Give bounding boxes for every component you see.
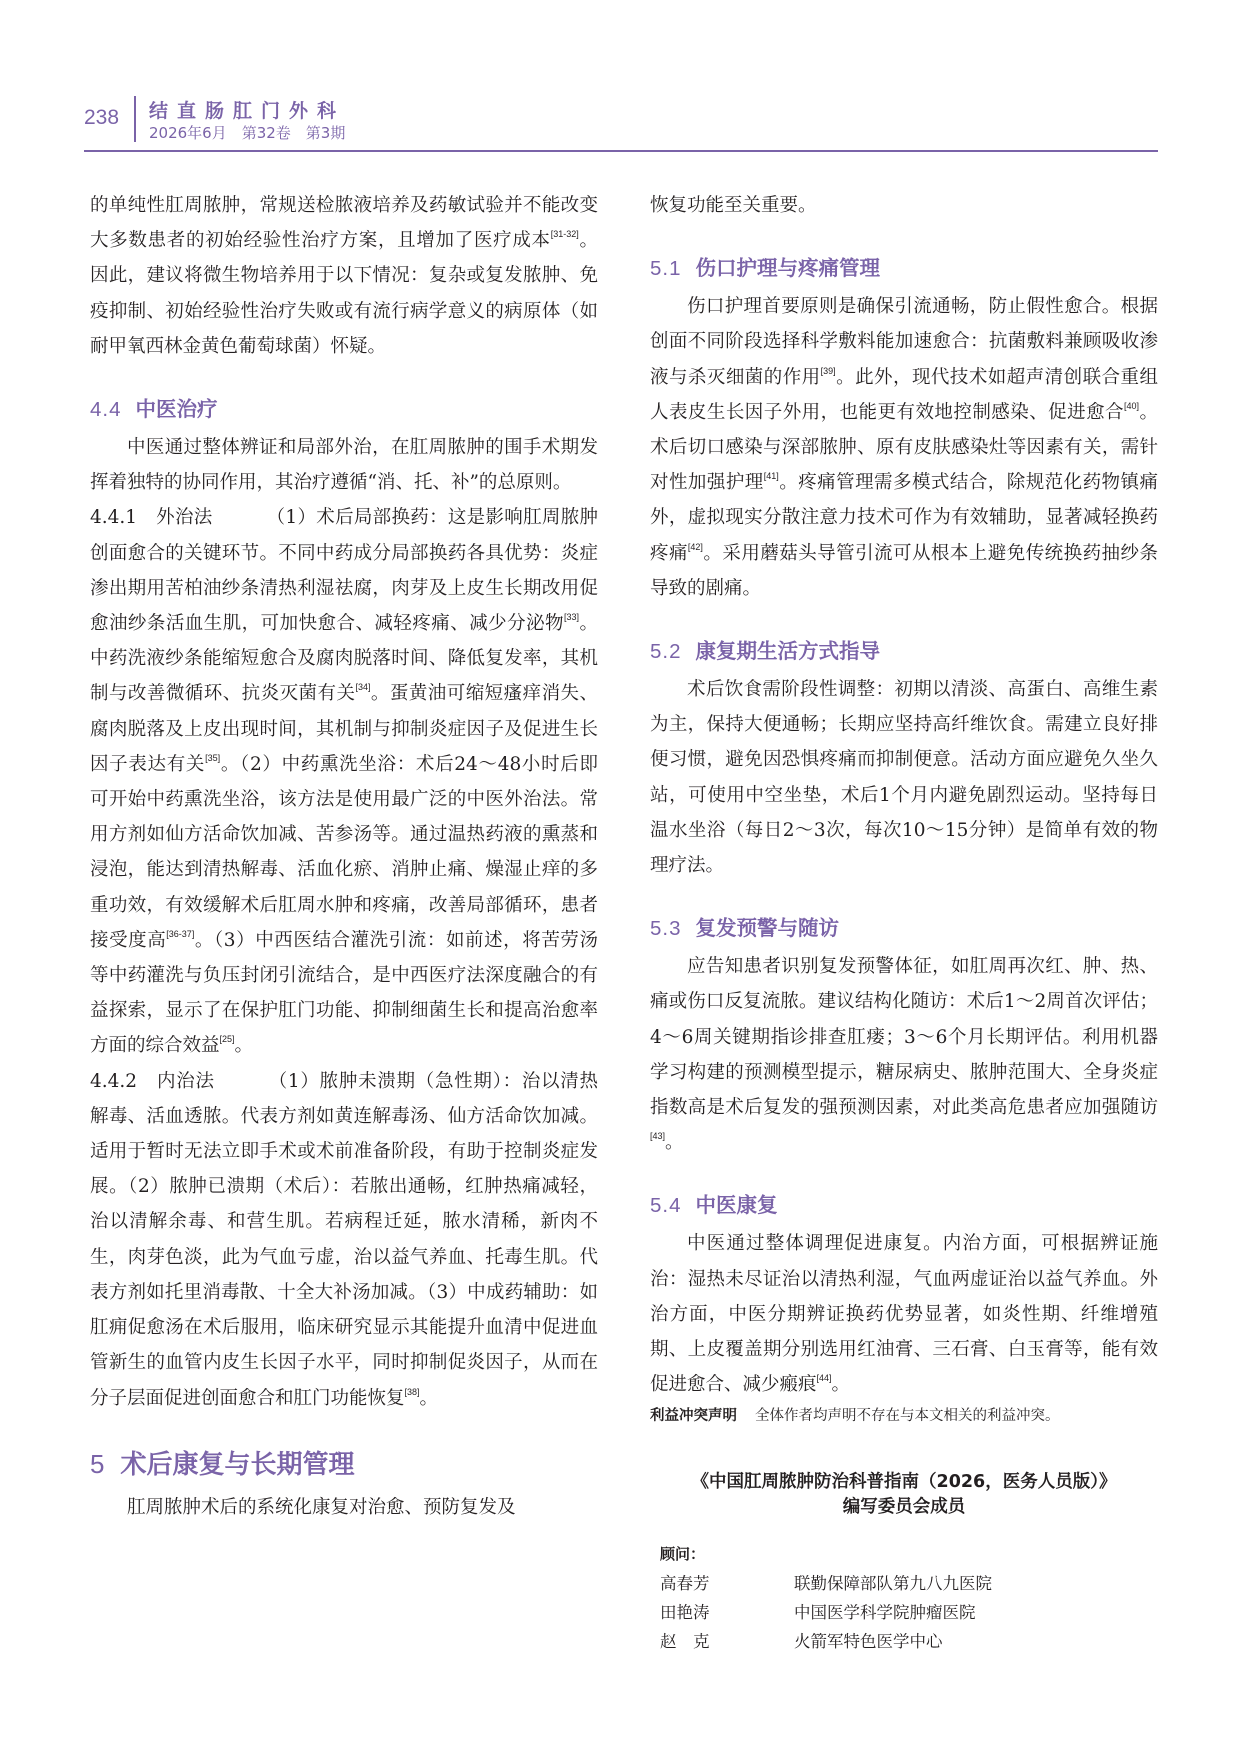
citation: [43]: [650, 1131, 666, 1142]
text-run: 。疼痛管理需多模式结合，除规范化药物镇痛外，虚拟现实分散注意力技术可作为有效辅助，显著减轻换药疼痛: [650, 472, 1158, 564]
text-run: 。: [419, 1387, 439, 1409]
section-heading-5-3: [650, 883, 1158, 949]
paragraph: [650, 1226, 1158, 1402]
section-title: 复发预警与随访: [695, 916, 839, 941]
citation: [39]: [820, 365, 836, 376]
member-name: 赵 克: [660, 1632, 710, 1652]
section-number: 5.3: [650, 917, 682, 941]
member-name: 田艳涛: [660, 1603, 710, 1623]
advisor-list: [650, 1540, 1158, 1656]
right-column: [650, 188, 1158, 1656]
citation: [40]: [1124, 400, 1140, 411]
citation: [41]: [763, 471, 779, 482]
section-title: 康复期生活方式指导: [695, 639, 880, 664]
text-run: 。采用蘑菇头导管引流可从根本上避免传统换药抽纱条导致的剧痛。: [650, 542, 1158, 599]
paragraph: 肛周脓肿术后的系统化康复对治愈、预防复发及: [127, 1496, 516, 1518]
text-run: （1）术后局部换药：这是影响肛周脓肿创面愈合的关键环节。不同中药成分局部换药各具优势：炎症渗出期用苦柏油纱条清热利湿祛腐，肉芽及上皮生长期改用促愈油纱条活血生肌，可加快愈合、减轻疼痛、减少分泌物: [90, 507, 598, 635]
journal-title: 结直肠肛门外科: [149, 100, 346, 122]
text-run: （1）脓肿未溃期（急性期）：治以清热解毒、活血透脓。代表方剂如黄连解毒汤、仙方活命饮加减。适用于暂时无法立即手术或术前准备阶段，有助于控制炎症发展。（2）脓肿已溃期（术后）：若脓出通畅，红肿热痛减轻，治以清解余毒、和营生肌。若病程迁延，脓水清稀，新肉不生，肉芽色淡，此为气血亏虚，治以益气养血、托毒生肌。代表方剂如托里消毒散、十全大补汤加减。（3）中成药辅助：如肛痈促愈汤在术后服用，临床研究显示其能提升血清中促进血管新生的血管内皮生长因子水平，同时抑制促炎因子，从而在分子层面促进创面愈合和肛门功能恢复: [90, 1070, 598, 1409]
citation: [38]: [404, 1386, 420, 1397]
section-title: 中医治疗: [135, 397, 218, 422]
member-organization: 中国医学科学院肿瘤医院: [794, 1603, 976, 1623]
section-title: 术后康复与长期管理: [120, 1449, 355, 1480]
citation: [35]: [205, 752, 221, 763]
citation: [42]: [687, 541, 703, 552]
list-item: [660, 1598, 1158, 1627]
citation: [25]: [219, 1034, 235, 1045]
citation: [31-32]: [550, 229, 579, 240]
conflict-of-interest-statement: [650, 1404, 1158, 1428]
text-run: 应告知患者识别复发预警体征，如肛周再次红、肿、热、痛或伤口反复流脓。建议结构化随访：术后1～2周首次评估；4～6周关键期指诊排查肛瘘；3～6个月长期评估。利用机器学习构建的预测模型提示，糖尿病史、脓肿范围大、全身炎症指数高是术后复发的强预测因素，对此类高危患者应加强随访: [650, 956, 1158, 1119]
text-run: 。因此，建议将微生物培养用于以下情况：复杂或复发脓肿、免疫抑制、初始经验性治疗失败或有流行病学意义的病原体（如耐甲氧西林金黄色葡萄球菌）怀疑。: [90, 230, 598, 357]
section-number: 4.4: [90, 398, 122, 422]
text-run: 。蛋黄油可缩短瘙痒消失、腐肉脱落及上皮出现时间，其机制与抑制炎症因子及促进生长因子表达有关: [90, 683, 598, 775]
paragraph: 恢复功能至关重要。: [650, 195, 817, 216]
committee-title-line-2: 编写委员会成员: [842, 1497, 966, 1518]
text-run: 。（2）中药熏洗坐浴：术后24～48小时后即可开始中药熏洗坐浴，该方法是使用最广泛的中医外治法。常用方剂如仙方活命饮加减、苦参汤等。通过温热药液的熏蒸和浸泡，能达到清热解毒、活血化瘀、消肿止痛、燥湿止痒的多重功效，有效缓解术后肛周水肿和疼痛，改善局部循环，患者接受度高: [90, 753, 598, 951]
text-run: 。: [665, 1132, 684, 1154]
section-heading-5-2: [650, 606, 1158, 672]
member-organization: 火箭军特色医学中心: [794, 1632, 943, 1652]
section-number: 5.1: [650, 257, 682, 281]
header-divider: [134, 96, 136, 142]
section-heading-5: [90, 1416, 598, 1490]
section-heading-5-4: [650, 1160, 1158, 1226]
committee-title-line-1: 《中国肛周脓肿防治科普指南（2026，医务人员版）》: [691, 1472, 1117, 1493]
paragraph: [90, 500, 598, 1063]
left-column: [90, 188, 598, 1525]
paragraph: 术后饮食需阶段性调整：初期以清淡、高蛋白、高维生素为主，保持大便通畅；长期应坚持高纤维饮食。需建立良好排便习惯，避免因恐惧疼痛而抑制便意。活动方面应避免久坐久站，可使用中空坐垫，术后1个月内避免剧烈运动。坚持每日温水坐浴（每日2～3次，每次10～15分钟）是简单有效的物理疗法。: [650, 679, 1158, 877]
text-run: 。术后切口感染与深部脓肿、原有皮肤感染灶等因素有关，需针对性加强护理: [650, 401, 1158, 494]
text-run: 。此外，现代技术如超声清创联合重组人表皮生长因子外用，也能更有效地控制感染、促进愈合: [650, 366, 1158, 423]
journal-issue: 2026年6月 第32卷 第3期: [149, 124, 346, 142]
conflict-label: 利益冲突声明: [650, 1408, 737, 1425]
text-run: 。: [234, 1035, 254, 1057]
page-header: [84, 96, 1158, 154]
list-item: [660, 1627, 1158, 1656]
text-run: 的单纯性肛周脓肿，常规送检脓液培养及药敏试验并不能改变大多数患者的初始经验性治疗方案，且增加了医疗成本: [90, 195, 598, 252]
section-title: 中医康复: [695, 1193, 778, 1218]
paragraph: [650, 949, 1158, 1160]
text-run: 。中药洗液纱条能缩短愈合及腐肉脱落时间、降低复发率，其机制与改善微循环、抗炎灭菌有关: [90, 613, 598, 705]
committee-title: [650, 1470, 1158, 1520]
paragraph: [90, 188, 598, 364]
conflict-text: 全体作者均声明不存在与本文相关的利益冲突。: [755, 1408, 1060, 1425]
citation: [36-37]: [166, 928, 195, 939]
advisors-label: 顾问：: [660, 1545, 706, 1564]
citation: [33]: [564, 612, 580, 623]
section-number: 5.4: [650, 1194, 682, 1218]
paragraph: 中医通过整体辨证和局部外治，在肛周脓肿的围手术期发挥着独特的协同作用，其治疗遵循“消、托、补”的总原则。: [90, 437, 598, 494]
paragraph: [650, 289, 1158, 606]
header-rule: [84, 150, 1158, 152]
subsection-label: 4.4.1 外治法: [90, 507, 213, 529]
list-item: [660, 1569, 1158, 1598]
text-run: 。（3）中西医结合灌洗引流：如前述，将苦劳汤等中药灌洗与负压封闭引流结合，是中西医疗法深度融合的有益探索，显示了在保护肛门功能、抑制细菌生长和提高治愈率方面的综合效益: [90, 929, 598, 1057]
section-heading-5-1: [650, 223, 1158, 289]
section-number: 5.2: [650, 640, 682, 664]
citation: [34]: [355, 682, 371, 693]
member-name: 高春芳: [660, 1574, 710, 1594]
member-organization: 联勤保障部队第九八九医院: [794, 1574, 992, 1594]
text-run: 中医通过整体调理促进康复。内治方面，可根据辨证施治：湿热未尽证治以清热利湿，气血两虚证治以益气养血。外治方面，中医分期辨证换药优势显著，如炎性期、纤维增殖期、上皮覆盖期分别选用红油膏、三石膏、白玉膏等，能有效促进愈合、减少瘢痕: [650, 1233, 1158, 1396]
page-number: 238: [84, 106, 120, 129]
section-number: 5: [90, 1448, 105, 1479]
citation: [44]: [816, 1373, 832, 1384]
section-heading-4-4: [90, 364, 598, 430]
text-run: 伤口护理首要原则是确保引流通畅，防止假性愈合。根据创面不同阶段选择科学敷料能加速愈合：抗菌敷料兼顾吸收渗液与杀灭细菌的作用: [650, 296, 1158, 388]
subsection-label: 4.4.2 内治法: [90, 1070, 215, 1092]
paragraph: [90, 1064, 598, 1416]
section-title: 伤口护理与疼痛管理: [695, 256, 880, 281]
text-run: 。: [831, 1374, 851, 1396]
